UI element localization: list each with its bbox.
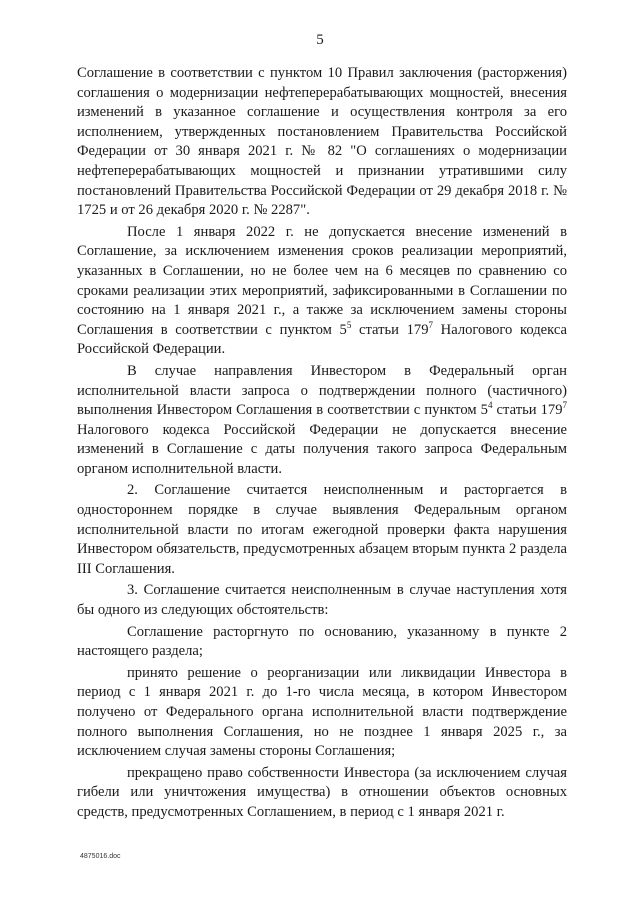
superscript: 7 xyxy=(562,400,567,411)
superscript: 7 xyxy=(428,319,434,330)
paragraph-agreement-rules: Соглашение в соответствии с пунктом 10 Правил заключения (расторжения) соглашения о модернизации нефтеперерабатывающих мощностей, внесения изменений в указанное соглашение и осуществления контроля за его исполнением, утвержденных постановлением Правительства Российской Федерации от 30 января 2021 г. № 82 "О соглашениях о модернизации нефтеперерабатывающих мощностей и признании утратившими силу постановлений Правительства Российской Федерации от 29 декабря 2018 г. № 1725 и от 26 декабря 2020 г. № 2287". xyxy=(77,65,567,219)
document-code: 4875016.doc xyxy=(80,853,121,860)
paragraph-text: После 1 января 2022 г. не допускается внесение изменений в Соглашение, за исключением изменения сроков реализации мероприятий, указанных в Соглашении, но не более чем на 6 месяцев по сравнению со сроками реализации этих мероприятий, зафиксированными в Соглашении по состоянию на 1 января 2021 г., а также за исключением замены стороны Соглашения в соответствии с пунктом 5 xyxy=(77,223,567,338)
paragraph-text: В случае направления Инвестором в Федеральный орган исполнительной власти запроса о подтверждении полного (частичного) выполнения Инвестором Соглашения в соответствии с пунктом 5 xyxy=(77,362,567,419)
paragraph-item-3: 3. Соглашение считается неисполненным в случае наступления хотя бы одного из следующих обстоятельств: xyxy=(77,582,567,619)
superscript: 5 xyxy=(346,319,352,330)
paragraph-text: Налогового кодекса Российской Федерации. xyxy=(77,321,567,358)
paragraph-circumstance-ownership: прекращено право собственности Инвестора (за исключением случая гибели или уничтожения имущества) в отношении объектов основных средств, предусмотренных Соглашением, в период с 1 января 2021 г. xyxy=(77,764,567,820)
paragraph-confirmation-request xyxy=(77,362,567,480)
paragraph-text: статьи 179 xyxy=(492,402,563,419)
paragraph-item-2: 2. Соглашение считается неисполненным и расторгается в одностороннем порядке в случае выявления Федеральным органом исполнительной власти по итогам ежегодной проверки факта нарушения Инвестором обязательств, предусмотренных абзацем вторым пункта 2 раздела III Соглашения. xyxy=(77,482,567,577)
page-number: 5 xyxy=(316,32,324,48)
paragraph-circumstance-reorganization: принято решение о реорганизации или ликвидации Инвестора в период с 1 января 2021 г. до 1-го числа месяца, в котором Инвестором получено от Федерального органа исполнительной власти подтверждение полного выполнения Соглашения, но не позднее 1 января 2025 г., за исключением случая замены стороны Соглашения; xyxy=(77,664,567,760)
paragraph-changes-after-2022 xyxy=(77,223,567,360)
superscript: 4 xyxy=(487,400,493,411)
paragraph-text: Налогового кодекса Российской Федерации не допускается внесение изменений в Соглашение с даты получения такого запроса Федеральным органом исполнительной власти. xyxy=(77,421,567,477)
paragraph-circumstance-termination: Соглашение расторгнуто по основанию, указанному в пункте 2 настоящего раздела; xyxy=(77,623,567,660)
paragraph-text: статьи 179 xyxy=(351,321,429,338)
document-body xyxy=(77,64,567,825)
